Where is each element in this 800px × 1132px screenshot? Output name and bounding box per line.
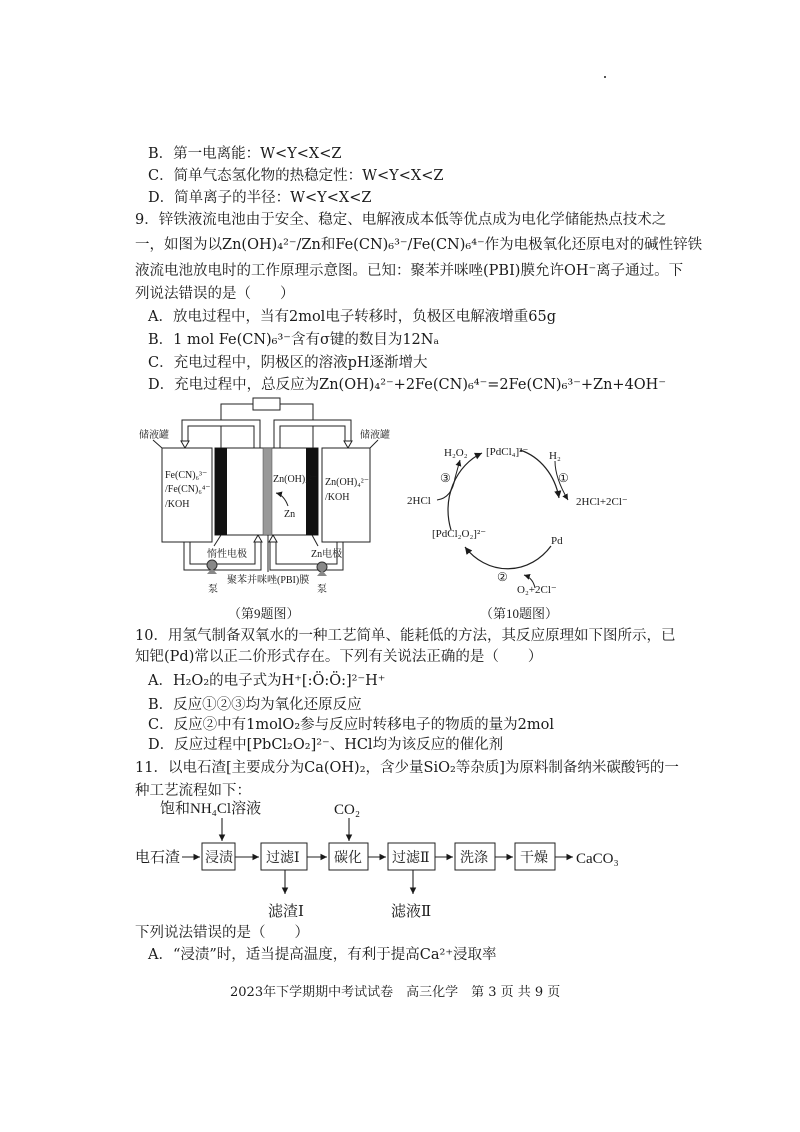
left-tank-text: Fe(CN)₆³⁻	[165, 470, 208, 481]
pump-right-label: 泵	[317, 584, 327, 595]
fig9-caption: （第9题图）	[228, 606, 300, 621]
q10-stem: 10．用氢气制备双氧水的一种工艺简单、能耗低的方法，其反应原理如下图所示，已	[135, 628, 676, 644]
inert-electrode	[215, 448, 227, 535]
pd-label: Pd	[551, 535, 563, 547]
q11-stem: 种工艺流程如下：	[135, 783, 251, 799]
in2-label: O₂+2Cl⁻	[517, 584, 557, 596]
prev-option-d: D．简单离子的半径：W<Y<X<Z	[148, 190, 372, 206]
inert-electrode-label: 惰性电极	[207, 549, 247, 560]
out1-label: 2HCl+2Cl⁻	[576, 496, 628, 508]
q9-option-c: C．充电过程中，阴极区的溶液pH逐渐增大	[148, 355, 428, 371]
pump-right-icon	[317, 562, 327, 576]
q10-option-a: A．H₂O₂的电子式为H⁺[:Ö:Ö:]²⁻H⁺	[148, 673, 386, 689]
step1-label: ①	[558, 471, 569, 485]
h2-label: H₂	[549, 450, 561, 462]
catalytic-cycle-diagram	[407, 446, 628, 621]
pump-left-icon	[207, 560, 217, 574]
cell-species: Zn(OH)₄²⁻	[273, 474, 317, 485]
battery-diagram	[139, 398, 390, 621]
q11-stem: 11．以电石渣[主要成分为Ca(OH)₂，含少量SiO₂等杂质]为原料制备纳米碳酸钙的一	[135, 760, 679, 776]
zn-electrode	[306, 448, 318, 535]
flow-step-label: 碳化	[334, 851, 362, 866]
flow-step-label: 过滤Ⅱ	[392, 851, 430, 866]
in3-label: 2HCl	[407, 495, 431, 507]
q9-stem: 列说法错误的是（ ）	[135, 286, 295, 302]
flow-filtrate2: 滤液Ⅱ	[391, 904, 432, 920]
membrane-label: 聚苯并咪唑(PBI)膜	[227, 575, 310, 586]
q9-stem: 液流电池放电时的工作原理示意图。已知：聚苯并咪唑(PBI)膜允许OH⁻离子通过。下	[135, 263, 684, 279]
prev-option-c: C．简单气态氢化物的热稳定性：W<Y<X<Z	[148, 168, 444, 184]
tank-right-label: 储液罐	[360, 430, 390, 441]
process-flowchart	[0, 795, 800, 935]
q10-option-b: B．反应①②③均为氧化还原反应	[148, 697, 362, 713]
q10-option-c: C．反应②中有1molO₂参与反应时转移电子的物质的量为2mol	[148, 717, 554, 733]
q10-stem: 知钯(Pd)常以正二价形式存在。下列有关说法正确的是（ ）	[135, 649, 543, 665]
zn-electrode-label: Zn电极	[311, 549, 343, 560]
pbi-membrane	[263, 448, 272, 535]
q9-stem: 9．锌铁液流电池由于安全、稳定、电解液成本低等优点成为电化学储能热点技术之	[135, 212, 667, 228]
q9-option-b: B．1 mol Fe(CN)₆³⁻含有σ键的数目为12Nₐ	[148, 332, 440, 348]
left-tank-text: /KOH	[165, 499, 190, 510]
fig10-caption: （第10题图）	[480, 606, 559, 621]
flow-residue1: 滤渣Ⅰ	[268, 904, 304, 920]
q11-question: 下列说法错误的是（ ）	[135, 925, 309, 941]
pump-left-label: 泵	[208, 584, 218, 595]
q9-option-a: A．放电过程中，当有2mol电子转移时，负极区电解液增重65g	[148, 309, 557, 325]
q10-option-d: D．反应过程中[PbCl₂O₂]²⁻、HCl均为该反应的催化剂	[148, 737, 504, 753]
left-tank-text: /Fe(CN)₆⁴⁻	[165, 484, 211, 495]
h2o2-label: H₂O₂	[444, 447, 468, 459]
flow-reagent2: CO₂	[334, 802, 361, 818]
flow-step-label: 浸渍	[205, 851, 233, 866]
cell-zn: Zn	[284, 509, 296, 520]
q9-stem: 一，如图为以Zn(OH)₄²⁻/Zn和Fe(CN)₆³⁻/Fe(CN)₆⁴⁻作为电极氧化还原电对的碱性锌铁	[135, 237, 703, 253]
flow-step-label: 过滤Ⅰ	[266, 851, 300, 866]
right-tank-text: /KOH	[325, 492, 350, 503]
left-tank	[162, 448, 212, 542]
tank-left-label: 储液罐	[139, 430, 169, 441]
pipe-top-left	[181, 423, 257, 448]
pdcl2o2-label: [PdCl₂O₂]²⁻	[432, 528, 487, 540]
page-footer: 2023年下学期期中考试试卷 高三化学 第 3 页 共 9 页	[230, 985, 561, 1000]
resistor	[253, 398, 280, 410]
prev-option-b: B．第一电离能：W<Y<X<Z	[148, 146, 342, 162]
flow-step-label: 洗涤	[460, 851, 488, 866]
q11-option-a: A．“浸渍”时，适当提高温度，有利于提高Ca²⁺浸取率	[148, 947, 497, 963]
pipe-top-right	[277, 423, 352, 448]
flow-step-label: 干燥	[520, 851, 548, 866]
flow-input: 电石渣	[135, 850, 181, 866]
q9-option-d: D．充电过程中，总反应为Zn(OH)₄²⁻+2Fe(CN)₆⁴⁻=2Fe(CN)₆³⁻+Zn+4OH⁻	[148, 377, 666, 393]
right-tank-text: Zn(OH)₄²⁻	[325, 477, 369, 488]
pdcl4-label: [PdCl₄]²⁻	[486, 446, 529, 458]
flow-reagent1: 饱和NH₄Cl溶液	[160, 801, 262, 817]
flow-product: CaCO₃	[576, 851, 619, 867]
step2-label: ②	[497, 570, 508, 584]
step3-label: ③	[440, 471, 451, 485]
